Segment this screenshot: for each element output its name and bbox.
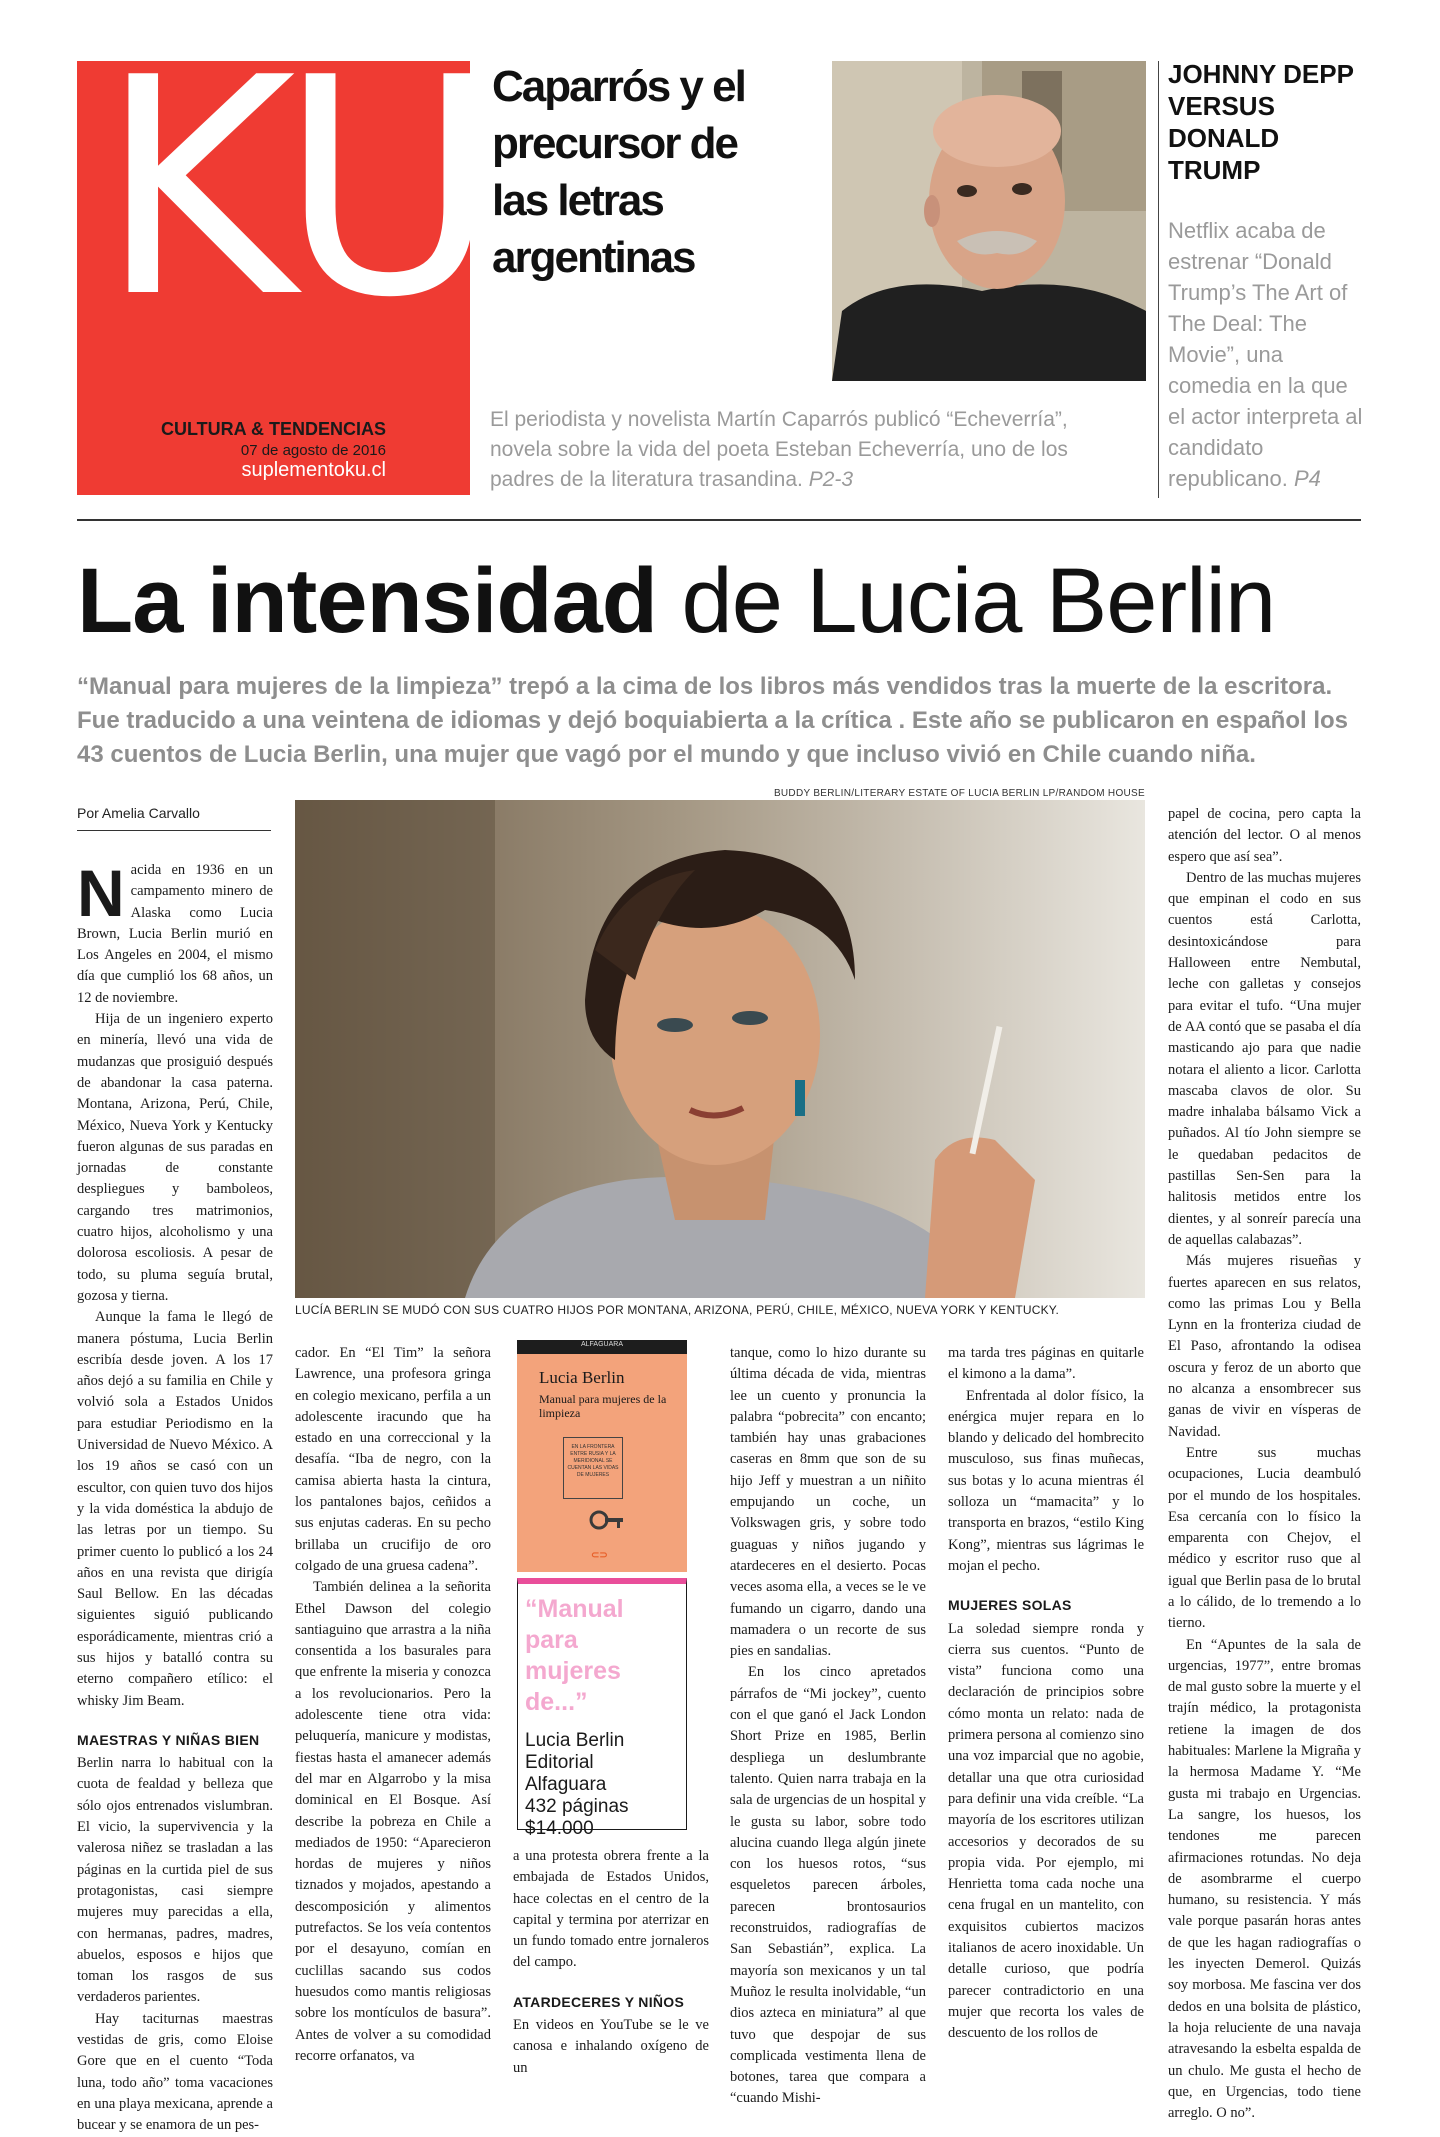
- teaser-photo: [832, 61, 1146, 381]
- paragraph-text: acida en 1936 en un campamento minero de Alaska como Lucia Brown, Lucia Berlin murió en Los Angeles en 2004, el mismo día que cumplió los 68 años, un 12 de noviembre.: [77, 862, 273, 1006]
- logo-wordmark: KU: [99, 14, 492, 363]
- book-pages: 432 páginas: [525, 1796, 629, 1817]
- article-dek: “Manual para mujeres de la limpieza” trepó a la cima de los libros más vendidos tras la muerte de la escritora. Fue traducido a una veintena de idiomas y dejó boquiabierta a la crítica . Este año se publicaron en español los 43 cuentos de Lucia Berlin, una mujer que vagó por el mundo y que incluso vivió en Chile cuando niña.: [77, 673, 1348, 768]
- headline-bold: La intensidad: [77, 550, 657, 652]
- book-cover-band: [517, 1340, 687, 1354]
- paragraph: a una protesta obrera frente a la embajada de Estados Unidos, hace colectas en el centro de la capital y termina por aterrizar en un fundo tomado entre jornaleros del campo.: [513, 1848, 709, 1971]
- paragraph: Dentro de las muchas mujeres que empinan el codo en sus cuentos está Carlotta, desintoxicándose para Halloween entre Nembutal, leche con galletas y consejos para evitar el tufo. “Una mujer de AA contó que se pasaba el día masticando ajo para que nadie notara el aliento a licor. Carlotta mascaba clavos de olor. Su madre inhalaba bálsamo Vick a puñados. Al tío John siempre se le quedaban pedacitos de pastillas Sen-Sen para la halitosis metidos entre los dientes, y al sonreír parecía una de aquellas calabazas”.: [1168, 869, 1361, 1248]
- teaser-dek-text: El periodista y novelista Martín Caparrós publicó “Echeverría”, novela sobre la vida del poeta Esteban Echeverría, uno de los padres de la literatura trasandina.: [490, 408, 1068, 491]
- lucia-berlin-photo: [295, 800, 1145, 1298]
- paragraph: También delinea a la señorita Ethel Dawson del colegio santiaguino que arrastra a la niña consentida a los basurales para que enfrente la miseria y conozca a los revolucionarios. Pero la adolescente tiene otra vida: peluquería, manicure y modistas, fiestas hasta el amanecer además del mar en Algarrobo y la misa dominical en El Bosque. Así describe la pobreza en Chile a mediados de 1950: “Aparecieron hordas de mujeres y niños tiznados y mojados, apestando a descomposición y alimentos putrefactos. Se los veía contentos por el desayuno, comían en cuclillas sacando sus codos huesudos como mantis religiosas sobre los montículos de basura”. Antes de volver a su comodidad recorre orfanatos, va: [295, 1579, 491, 2064]
- sidebar-headline[interactable]: JOHNNY DEPP VERSUS DONALD TRUMP: [1168, 59, 1354, 185]
- teaser-dek: [490, 405, 1100, 495]
- book-cover-title: Manual para mujeres de la limpieza: [539, 1392, 667, 1420]
- section-logo: [77, 14, 492, 495]
- headline-light: de Lucia Berlin: [656, 550, 1276, 652]
- dropcap: N: [77, 856, 125, 930]
- paragraph: [77, 856, 273, 1009]
- book-info-box: [517, 1578, 687, 1839]
- teaser-headline[interactable]: Caparrós y el precursor de las letras argentinas: [492, 62, 745, 282]
- paragraph: Más mujeres risueñas y fuertes aparecen en sus relatos, como las primas Lou y Bella Lynn en la fronteriza ciudad de El Paso, afrontando la odisea oscura y feroz de un aborto que no alcanza a ensombrecer sus ganas de vivir en vísperas de Navidad.: [1168, 1253, 1361, 1440]
- section-subhead: ATARDECERES Y NIÑOS: [513, 1993, 685, 2010]
- paragraph: Hija de un ingeniero experto en minería, llevó una vida de mudanzas que prosiguió después de abandonar la casa paterna. Montana, Arizona, Perú, Chile, México, Nueva York y Kentucky fueron algunas de sus paradas en jornadas de constante despliegues y bamboleos, cargando tres matrimonios, cuatro hijos, alcoholismo y una dolorosa escoliosis. A pesar de todo, su pluma seguía brutal, gozosa y tierna.: [77, 1011, 273, 1304]
- article-column-7: [1168, 804, 1361, 2124]
- book-details: [525, 1730, 679, 1840]
- paragraph: Aunque la fama le llegó de manera póstuma, Lucia Berlin escribía desde joven. A los 17 años dejó a su familia en Chile y volvió sola a Estados Unidos para estudiar Periodismo en la Universidad de Nuevo México. A los 19 años se casó con un escultor, con quien tuvo dos hijos y la vida doméstica la abdujo de las letras por un tiempo. Su primer cuento lo publicó a los 24 años en una revista que dirigía Saul Bellow. En las décadas siguientes siguió publicando esporádicamente, mientras crió a sus hijos y batalló contra su eterno compañero etílico: el whisky Jim Beam.: [77, 1309, 273, 1709]
- paragraph: Berlin narra lo habitual con la cuota de fealdad y belleza que sólo ojos entrenados vislumbran. El vicio, la supervivencia y la valerosa niñez se trasladan a las páginas en la curtida piel de sus protagonistas, casi siempre mujeres muy parecidas a ella, con hermanas, padres, madres, abuelos, esposos e hijos que toman los rasgos de sus verdaderos parientes.: [77, 1755, 273, 2006]
- section-name: CULTURA & TENDENCIAS: [161, 419, 386, 439]
- sidebar-divider: [1158, 61, 1159, 498]
- lucia-berlin-portrait-image: [295, 800, 1145, 1298]
- byline-divider: [77, 830, 271, 831]
- paragraph: En videos en YouTube se le ve canosa e inhalando oxígeno de un: [513, 2017, 709, 2076]
- article-column-6: [948, 1343, 1144, 2045]
- article-headline: [77, 548, 1275, 654]
- book-cover-blurb: EN LA FRONTERA ENTRE RUSIA Y LA MERIDIONAL SE CUENTAN LAS VIDAS DE MUJERES: [563, 1437, 623, 1499]
- byline: Por Amelia Carvallo: [77, 805, 200, 821]
- section-url[interactable]: suplementoku.cl: [241, 459, 386, 481]
- sidebar-page-ref[interactable]: P4: [1294, 466, 1321, 491]
- section-subhead: MUJERES SOLAS: [948, 1597, 1072, 1614]
- masthead-divider: [77, 519, 1361, 521]
- photo-credit: BUDDY BERLIN/LITERARY ESTATE OF LUCIA BERLIN LP/RANDOM HOUSE: [773, 788, 1145, 799]
- book-cover-publisher: ALFAGUARA: [580, 1341, 623, 1348]
- teaser-page-ref[interactable]: P2-3: [808, 468, 854, 491]
- paragraph: En “Apuntes de la sala de urgencias, 1977”, entre bromas de mal gusto sobre la muerte y el trajín médico, la protagonista retiene la imagen de dos habituales: Marlene la Migraña y la hermosa Madame Y. “Me gusta mi trabajo en Urgencias. La sangre, los huesos, los tendones me parecen afirmaciones rotundas. No deja de asombrarme el cuerpo humano, su resistencia. Y más vale porque pasarán horas antes de que les hagan radiografías o les inyecten Demerol. Quizás soy morbosa. Me fascina ver dos dedos en una bolsita de plástico, la hoja reluciente de una navaja atravesando la esbelta espalda de un chulo. Me gusta el hecho de que, en Urgencias, todo tiene arreglo. O no”.: [1168, 1636, 1361, 2122]
- paragraph: La soledad siempre ronda y cierra sus cuentos. “Punto de vista” funciona como una declaración de principios sobre cómo monta un relato: nada de primera persona al comienzo sino una voz imparcial que no agobie, detallar una que otra curiosidad para definir una vida creíble. “La mayoría de los escritores utilizan accesorios y decorados de su propia vida. Por ejemplo, mi Henrietta toma cada noche una cena frugal en un mantelito, con exquisitos cubiertos macizos italianos de acero inoxidable. Un detalle curioso, que podría parecer contradictorio en una mujer que recorta los vales de descuento de los rollos de: [948, 1620, 1144, 2042]
- article-column-4: [513, 1846, 709, 2079]
- key-icon: [587, 1508, 627, 1544]
- paragraph: ma tarda tres páginas en quitarle el kimono a la dama”.: [948, 1345, 1144, 1383]
- sidebar-body: [1168, 215, 1368, 494]
- article-column-1: [77, 856, 273, 2137]
- article-column-5: [730, 1343, 926, 2110]
- book-publisher: Editorial Alfaguara: [525, 1752, 607, 1795]
- article-column-2: [295, 1343, 491, 2067]
- paragraph: papel de cocina, pero capta la atención del lector. O al menos espero que así sea”.: [1168, 806, 1361, 865]
- book-cover: [517, 1340, 687, 1572]
- book-box-title: “Manual para mujeres de...”: [525, 1595, 624, 1716]
- paragraph: Hay taciturnas maestras vestidas de gris, como Eloise Gore que en el cuento “Toda luna, todo año” toma vacaciones en una playa mexicana, aprende a bucear y se enamora de un pes-: [77, 2010, 273, 2134]
- paragraph: cador. En “El Tim” la señora Lawrence, una profesora gringa en colegio mexicano, perfila a un adolescente iracundo que ha estado en una correccional y la desafía. “Iba de negro, con la camisa abierta hasta la cintura, los pantalones bajos, ceñidos a sus enjutas caderas. En su pecho brillaba un crucifijo de oro colgado de una gruesa cadena”.: [295, 1345, 491, 1574]
- publisher-logo: ⊂⊃: [591, 1550, 608, 1561]
- photo-caption: LUCÍA BERLIN SE MUDÓ CON SUS CUATRO HIJOS POR MONTANA, ARIZONA, PERÚ, CHILE, MÉXICO, NUEVA YORK Y KENTUCKY.: [295, 1303, 1059, 1317]
- book-author: Lucia Berlin: [525, 1730, 625, 1751]
- paragraph: En los cinco apretados párrafos de “Mi jockey”, cuento con el que ganó el Jack London Short Prize en 1985, Berlin despliega un deslumbrante talento. Quien narra trabaja en la sala de urgencias de un hospital y le gusta su labor, sobre todo alucina cuando llega algún jinete con los huesos rotos, “sus esqueletos parecen árboles, parecen brontosaurios reconstruidos, radiografías de San Sebastián”, explica. La mayoría son mexicanos y un tal Muñoz le resulta inolvidable, “un dios azteca en miniatura” al que tuvo que despojar de sus complicada vestimenta llena de botones, tarea que compara a “cuando Mishi-: [730, 1664, 926, 2107]
- sidebar-body-text: Netflix acaba de estrenar “Donald Trump’s The Art of The Deal: The Movie”, una comedia en la que el actor interpreta al candidato republicano.: [1168, 218, 1363, 491]
- book-cover-author: Lucia Berlin: [539, 1368, 625, 1387]
- section-subhead: MAESTRAS Y NIÑAS BIEN: [77, 1731, 260, 1748]
- book-price: $14.000: [525, 1818, 594, 1839]
- issue-date: 07 de agosto de 2016: [240, 442, 386, 459]
- paragraph: Entre sus muchas ocupaciones, Lucia deambuló por el mundo de los hospitales. Esa cercanía con lo físico la emparenta con Chejov, el médico y escritor ruso que al igual que Berlin pasa de lo brutal a lo cálido, de lo tremendo a lo tierno.: [1168, 1444, 1361, 1632]
- paragraph: Enfrentada al dolor físico, la enérgica mujer repara en lo blando y delicado del hombrecito musculoso, sus finas muñecas, sus botas y lo acuna mientras él solloza un “mamacita” y lo transporta en brazos, “estilo King Kong”, mientras sus lágrimas le mojan el pecho.: [948, 1387, 1144, 1574]
- paragraph: tanque, como lo hizo durante su última década de vida, mientras lee un cuento y pronuncia la palabra “pobrecita” con encanto; también hay unas grabaciones caseras en 8mm que son de su hijo Jeff y muestran a un niñito empujando un coche, un Volkswagen gris, y sobre todo guaguas y niños jugando y atardeceres en el desierto. Pocas veces asoma ella, a veces se le ve fumando un cigarro, dando una mamadera o un recorte de sus pies en sandalias.: [730, 1345, 926, 1660]
- caparros-portrait-image: [832, 61, 1146, 381]
